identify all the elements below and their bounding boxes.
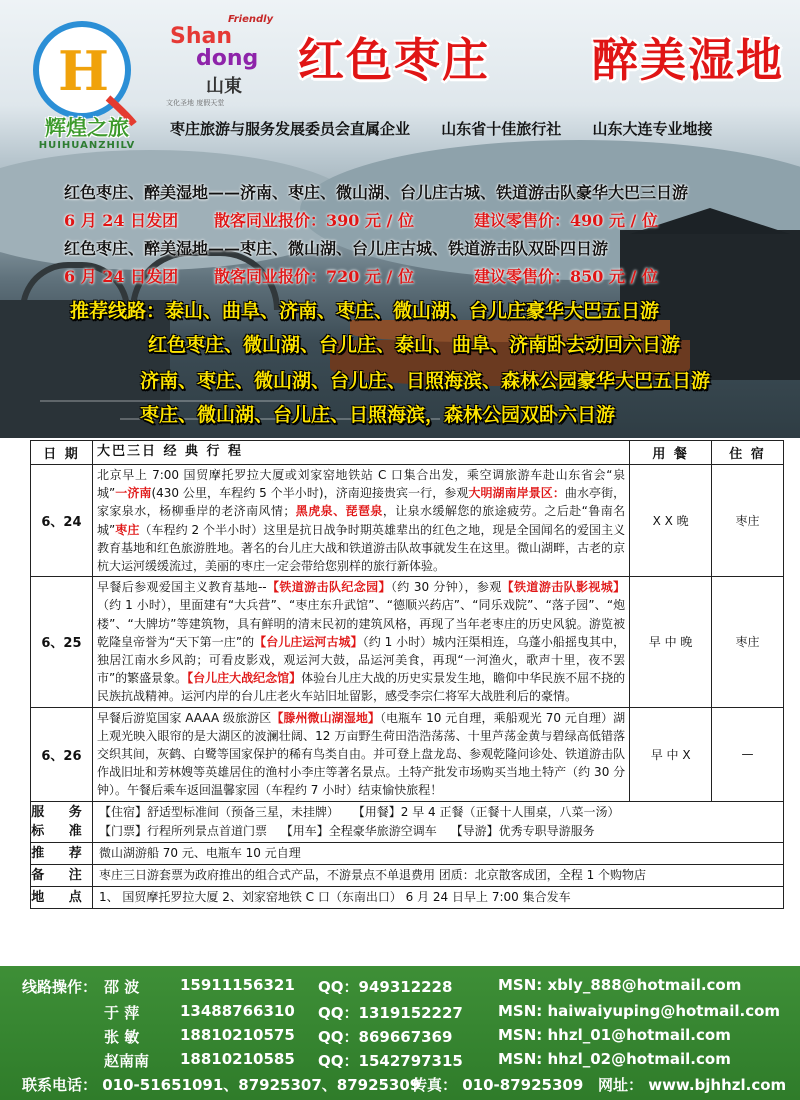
day-date: 6、25 <box>31 577 93 707</box>
description-text: （约 1 小时）城内汪渠相连，乌蓬小船摇曳其中，独居江南水乡风韵；可看皮影戏，观运河大鼓，品运河美食，再现“一河渔火，歌声十里，夜不罢市”的繁盛景象。 <box>96 634 626 686</box>
offer-retail-price: 建议零售价：490 元 / 位 <box>474 211 658 230</box>
day-stay: 枣庄 <box>712 577 784 707</box>
highlight-text: 【滕州微山湖湿地】 <box>271 710 380 725</box>
description-text: 早餐后参观爱国主义教育基地-- <box>96 580 267 595</box>
contact-fax: 传真： 010-87925309 <box>412 1076 584 1094</box>
col-header-meal: 用 餐 <box>630 441 712 465</box>
table-header-row <box>31 441 784 465</box>
contact-msn[interactable]: MSN: haiwaiyuping@hotmail.com <box>498 1002 781 1020</box>
header-banner <box>0 0 800 438</box>
service-label-line: 标 准 <box>31 823 92 839</box>
contact-qq: QQ：1542797315 <box>318 1052 463 1070</box>
highlight-text: 【铁道游击队纪念园】 <box>266 580 391 595</box>
highlight-text: 大明湖南岸景区： <box>468 486 565 501</box>
sd-friendly-text: Friendly <box>228 14 274 25</box>
recommend-label: 推荐线路： <box>70 300 166 322</box>
brand-logo-subtext: HUIHUANZHILV <box>38 140 136 151</box>
tagline-item: 山东省十佳旅行社 <box>441 120 562 138</box>
contact-row <box>0 1002 800 1024</box>
highlight-text: 【台儿庄运河古城】 <box>254 634 363 649</box>
contact-name: 张 敏 <box>104 1028 140 1046</box>
contact-tel: 联系电话： 010-51651091、87925307、87925309 <box>22 1076 421 1094</box>
description-text: 曲水亭街，家家泉水，杨柳垂岸的老济南风情； <box>96 486 626 519</box>
contact-msn[interactable]: MSN: hhzl_02@hotmail.com <box>498 1050 731 1068</box>
contact-name: 于 萍 <box>104 1004 140 1022</box>
contact-phone: 18810210585 <box>180 1050 295 1068</box>
service-row <box>31 801 784 842</box>
place-row <box>31 886 784 908</box>
contact-qq: QQ：1319152227 <box>318 1004 463 1022</box>
offer-retail-price: 建议零售价：850 元 / 位 <box>474 267 658 286</box>
day-date: 6、24 <box>31 465 93 577</box>
service-label <box>31 801 93 842</box>
recommend-route: 枣庄、微山湖、台儿庄、日照海滨，森林公园双卧六日游 <box>140 404 616 426</box>
place-row-label: 地 点 <box>31 886 93 908</box>
description-text: ，让泉水缓解您的旅途疲劳。之后赴“鲁南名城” <box>96 504 626 537</box>
service-item: 【导游】优秀专职导游服务 <box>450 823 595 838</box>
recommend-row-text: 微山湖游船 70 元、电瓶车 10 元自理 <box>92 842 783 864</box>
highlight-text: 黑虎泉、琵琶泉 <box>295 504 383 519</box>
recommend-route: 泰山、曲阜、济南、枣庄、微山湖、台儿庄豪华大巴五日游 <box>165 300 660 322</box>
offer-date: 6 月 24 日发团 <box>64 211 179 230</box>
contact-phone: 15911156321 <box>180 976 295 994</box>
description-text: 北京早上 7:00 国贸摩托罗拉大厦或刘家窑地铁站 C 口集合出发，乘空调旅游车赴山东省会“泉城” <box>96 468 626 501</box>
col-header-stay: 住 宿 <box>712 441 784 465</box>
highlight-text: 【铁道游击队影视城】 <box>501 580 626 595</box>
col-header-date: 日 期 <box>31 441 93 465</box>
shandong-logo <box>166 14 276 110</box>
contact-qq: QQ：869667369 <box>318 1028 453 1046</box>
contact-footer <box>0 966 800 1100</box>
day-meal: X X 晚 <box>630 465 712 577</box>
recommend-line <box>70 296 659 323</box>
highlight-text: 枣庄 <box>115 522 140 537</box>
contact-row <box>0 1074 800 1096</box>
offer-route: 红色枣庄、醉美湿地——济南、枣庄、微山湖、台儿庄古城、铁道游击队豪华大巴三日游 <box>64 183 689 202</box>
description-text: （约 1 小时），里面建有“大兵营”、“枣庄东升武馆”、“德顺兴药店”、“同乐戏院”、“落子园”、“炮楼”、“大牌坊”等建筑物，具有鲜明的清末民初的建筑风格，再现了当年老枣庄的历史风貌。游览被乾隆皇帝誉为“天下第一庄”的 <box>96 598 626 649</box>
offer-peer-price: 散客同业报价：720 元 / 位 <box>214 267 414 286</box>
day-stay: 枣庄 <box>712 465 784 577</box>
sd-cn-text: 山東 <box>206 76 242 97</box>
note-row <box>31 864 784 886</box>
place-row-text: 1、 国贸摩托罗拉大厦 2、刘家窑地铁 C 口（东南出口） 6 月 24 日早上 7:00 集合发车 <box>92 886 783 908</box>
description-text: 早餐后游览国家 AAAA 级旅游区 <box>96 710 272 725</box>
itinerary-table <box>30 440 784 909</box>
headline-right: 醉美湿地 <box>592 33 784 87</box>
day-meal: 早 中 X <box>630 707 712 801</box>
contact-row <box>0 976 800 998</box>
description-text: （车程约 2 个半小时）这里是抗日战争时期英雄辈出的红色之地，现是全国闻名的爱国主义教育基地和红色旅游胜地。著名的台儿庄大战和铁道游击队故事就发生在这里。微山湖畔，古老的京杭大运河缓缓流过，美丽的枣庄一定会带给您别样的旅行新体验。 <box>96 522 626 574</box>
service-item: 【用车】全程豪华旅游空调车 <box>280 823 437 838</box>
contact-row <box>0 1026 800 1048</box>
sd-slogan: 文化圣地 度假天堂 <box>166 99 225 107</box>
service-item: 【门票】行程所列景点首道门票 <box>98 823 267 838</box>
col-header-itinerary: 大巴三日 经 典 行 程 <box>92 441 629 465</box>
table-row <box>31 707 784 801</box>
day-date: 6、26 <box>31 707 93 801</box>
contact-row <box>0 1050 800 1072</box>
description-text: （约 30 分钟），参观 <box>390 580 502 595</box>
recommend-route: 济南、枣庄、微山湖、台儿庄、日照海滨、森林公园豪华大巴五日游 <box>140 370 711 392</box>
day-description <box>92 465 629 577</box>
svg-text:H: H <box>58 39 110 103</box>
recommend-row-label: 推 荐 <box>31 842 93 864</box>
service-item: 【住宿】舒适型标准间（预备三星，未挂牌） <box>98 804 339 819</box>
ops-label: 线路操作： <box>22 978 98 996</box>
offer-date: 6 月 24 日发团 <box>64 267 179 286</box>
tagline-item: 枣庄旅游与服务发展委员会直属企业 <box>170 120 411 138</box>
tagline-item: 山东大连专业地接 <box>592 120 713 138</box>
description-text: （电瓶车 10 元自理，乘船观光 70 元自理）湖上观光映入眼帘的是大湖区的波澜壮阔、12 万亩野生荷田浩浩荡荡、十里芦荡金黄与碧绿高低错落交织其间，灰鹤、白鹭等国家保护的稀有鸟类自由。并可登上盘龙岛、参观乾隆问诊处、铁道游击队作战旧址和芳林嫂等英雄居住的渔村小李庄等著名景点。土特产批发市场购买当地土特产（约 30 分钟）。午餐后乘车返回温馨家园（车程约 7 小时）结束愉快旅程！ <box>96 710 626 798</box>
contact-qq: QQ：949312228 <box>318 978 453 996</box>
service-item: 【用餐】2 早 4 正餐（正餐十人围桌，八菜一汤） <box>352 804 620 819</box>
day-meal: 早 中 晚 <box>630 577 712 707</box>
day-description <box>92 577 629 707</box>
contact-msn[interactable]: MSN: xbly_888@hotmail.com <box>498 976 742 994</box>
contact-msn[interactable]: MSN: hhzl_01@hotmail.com <box>498 1026 731 1044</box>
recommend-route: 红色枣庄、微山湖、台儿庄、泰山、曲阜、济南卧去动回六日游 <box>148 334 681 356</box>
recommend-row <box>31 842 784 864</box>
contact-name: 邵 波 <box>104 978 140 996</box>
website-link[interactable]: 网址： www.bjhhzl.com <box>598 1076 787 1094</box>
note-row-text: 枣庄三日游套票为政府推出的组合式产品，不游景点不单退费用 团质：北京散客成团，全程 1 个购物店 <box>92 864 783 886</box>
table-row <box>31 465 784 577</box>
highlight-text: 一济南 <box>115 486 152 501</box>
company-tagline <box>170 118 788 139</box>
description-text: (430 公里，车程约 5 个半小时)，济南迎接贵宾一行，参观 <box>151 486 469 501</box>
offer-route: 红色枣庄、醉美湿地——枣庄、微山湖、台儿庄古城、铁道游击队双卧四日游 <box>64 239 609 258</box>
headline-left: 红色枣庄 <box>298 33 490 87</box>
contact-name: 赵南南 <box>104 1052 150 1070</box>
service-label-line: 服 务 <box>31 804 92 820</box>
highlight-text: 【台儿庄大战纪念馆】 <box>187 671 302 686</box>
description-text: 体验台儿庄大战的历史实景发生地，瞻仰中华民族不屈不挠的民族抗战精神。运河内岸的台儿庄老火车站旧址留影，感受李宗仁将军大战胜利后的豪情。 <box>96 671 626 704</box>
service-details <box>92 801 783 842</box>
sd-dong-text: dong <box>196 46 259 71</box>
offer-peer-price: 散客同业报价：390 元 / 位 <box>214 211 414 230</box>
table-row <box>31 577 784 707</box>
contact-phone: 13488766310 <box>180 1002 295 1020</box>
sd-shan-text: Shan <box>170 24 233 49</box>
contact-phone: 18810210575 <box>180 1026 295 1044</box>
day-description <box>92 707 629 801</box>
day-stay: — <box>712 707 784 801</box>
note-row-label: 备 注 <box>31 864 93 886</box>
brand-logo-text: 辉煌之旅 <box>45 115 129 140</box>
